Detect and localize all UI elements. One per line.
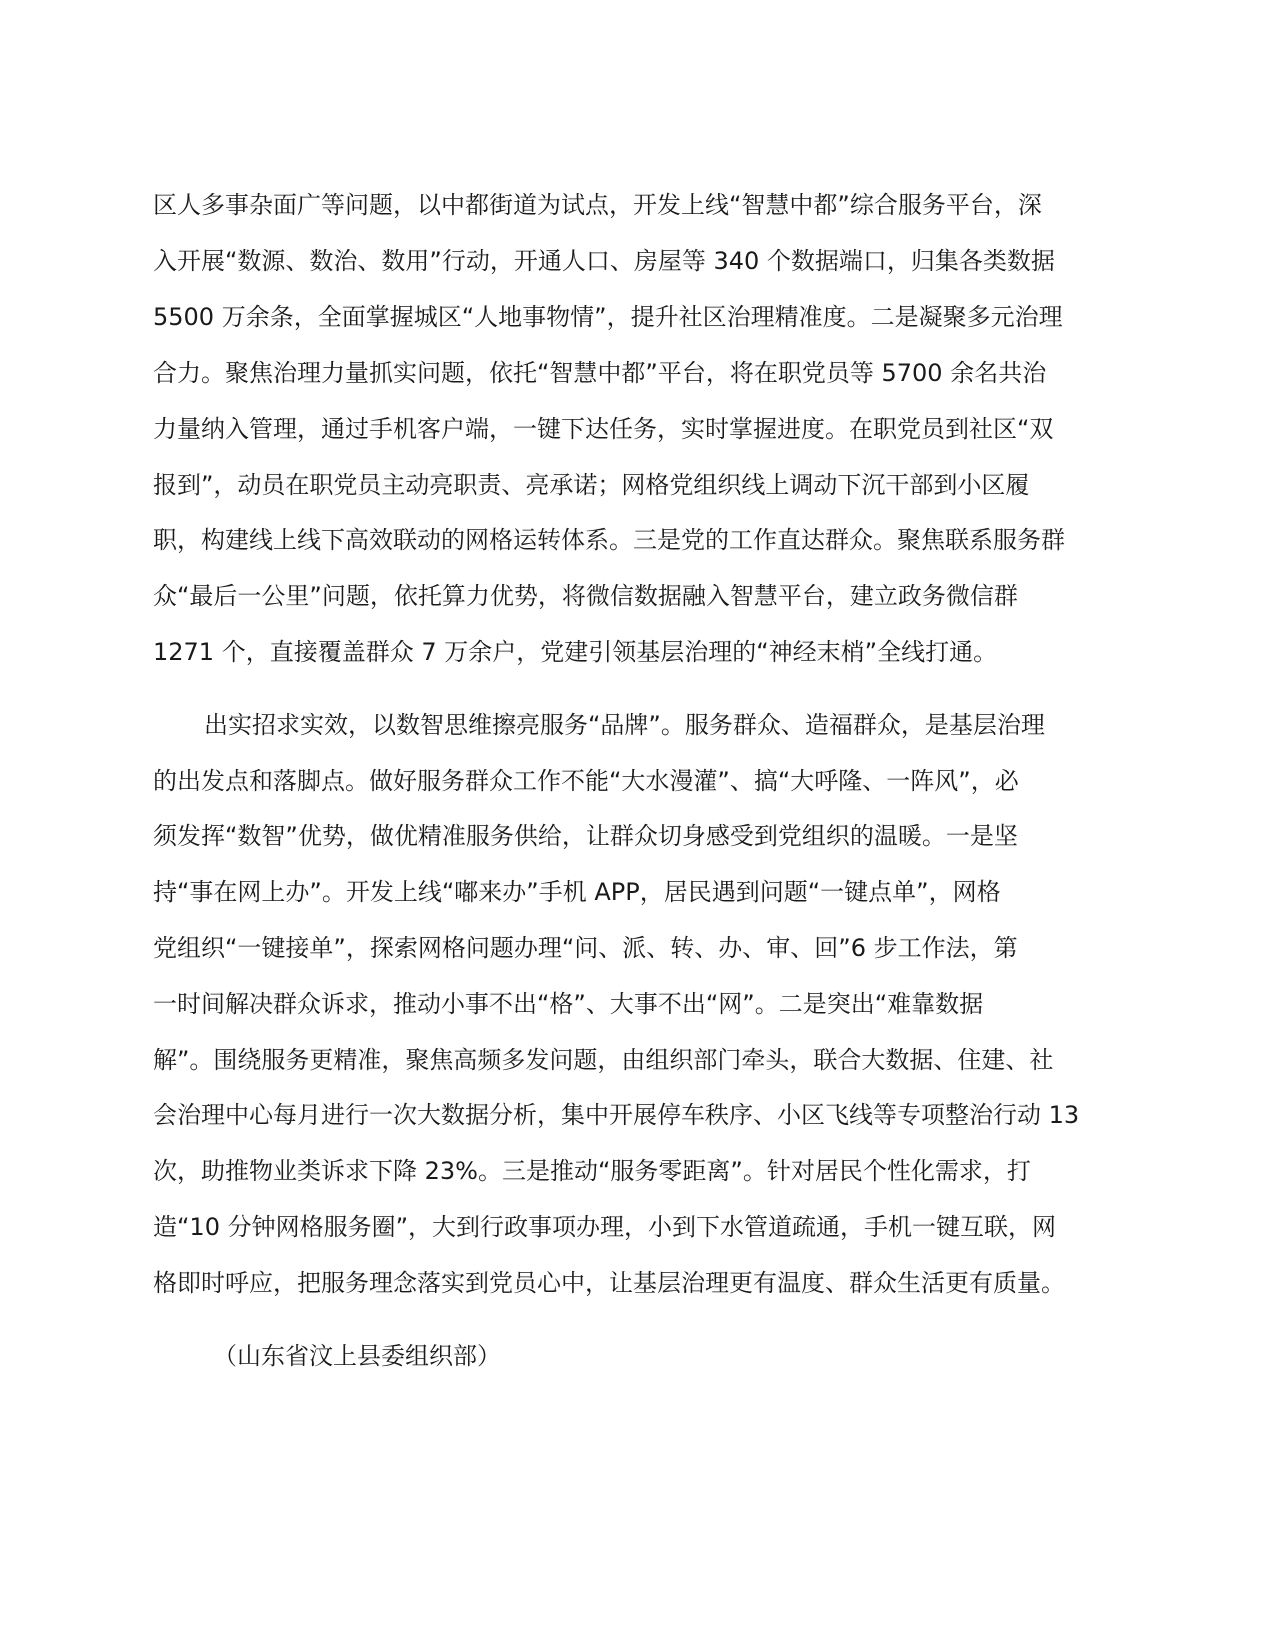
paragraph-line: 报到”，动员在职党员主动亮职责、亮承诺；网格党组织线上调动下沉干部到小区履: [153, 471, 1030, 499]
paragraph-line: 造“10 分钟网格服务圈”，大到行政事项办理，小到下水管道疏通，手机一键互联，网: [153, 1213, 1057, 1241]
paragraph-line: 区人多事杂面广等问题，以中都街道为试点，开发上线“智慧中都”综合服务平台，深: [153, 191, 1042, 219]
paragraph-line: 解”。围绕服务更精准，聚焦高频多发问题，由组织部门牵头，联合大数据、住建、社: [153, 1046, 1054, 1074]
paragraph-line: 职，构建线上线下高效联动的网格运转体系。三是党的工作直达群众。聚焦联系服务群: [153, 526, 1065, 554]
author-signature: （山东省汶上县委组织部）: [213, 1342, 501, 1370]
paragraph-line: 党组织“一键接单”，探索网格问题办理“问、派、转、办、审、回”6 步工作法，第: [153, 934, 1018, 962]
paragraph-line: 会治理中心每月进行一次大数据分析，集中开展停车秩序、小区飞线等专项整治行动 13: [153, 1101, 1080, 1129]
paragraph-line: 持“事在网上办”。开发上线“嘟来办”手机 APP，居民遇到问题“一键点单”，网格: [153, 878, 1001, 906]
paragraph-line: 须发挥“数智”优势，做优精准服务供给，让群众切身感受到党组织的温暖。一是坚: [153, 822, 1018, 850]
paragraph-line: 的出发点和落脚点。做好服务群众工作不能“大水漫灌”、搞“大呼隆、一阵风”，必: [153, 767, 1019, 795]
paragraph-line: 众“最后一公里”问题，依托算力优势，将微信数据融入智慧平台，建立政务微信群: [153, 582, 1018, 610]
paragraph-line: 次，助推物业类诉求下降 23%。三是推动“服务零距离”。针对居民个性化需求，打: [153, 1157, 1031, 1185]
paragraph-line: 1271 个，直接覆盖群众 7 万余户，党建引领基层治理的“神经末梢”全线打通。: [153, 638, 998, 666]
paragraph-line: 格即时呼应，把服务理念落实到党员心中，让基层治理更有温度、群众生活更有质量。: [153, 1269, 1065, 1297]
paragraph-line: 力量纳入管理，通过手机客户端，一键下达任务，实时掌握进度。在职党员到社区“双: [153, 415, 1054, 443]
paragraph-line: 一时间解决群众诉求，推动小事不出“格”、大事不出“网”。二是突出“难靠数据: [153, 990, 984, 1018]
paragraph-line: 合力。聚焦治理力量抓实问题，依托“智慧中都”平台，将在职党员等 5700 余名共治: [153, 359, 1047, 387]
paragraph-line: 入开展“数源、数治、数用”行动，开通人口、房屋等 340 个数据端口，归集各类数据: [153, 247, 1055, 275]
paragraph-line: 5500 万余条，全面掌握城区“人地事物情”，提升社区治理精准度。二是凝聚多元治理: [153, 303, 1063, 331]
paragraph-line: 出实招求实效，以数智思维擦亮服务“品牌”。服务群众、造福群众，是基层治理: [204, 711, 1045, 739]
